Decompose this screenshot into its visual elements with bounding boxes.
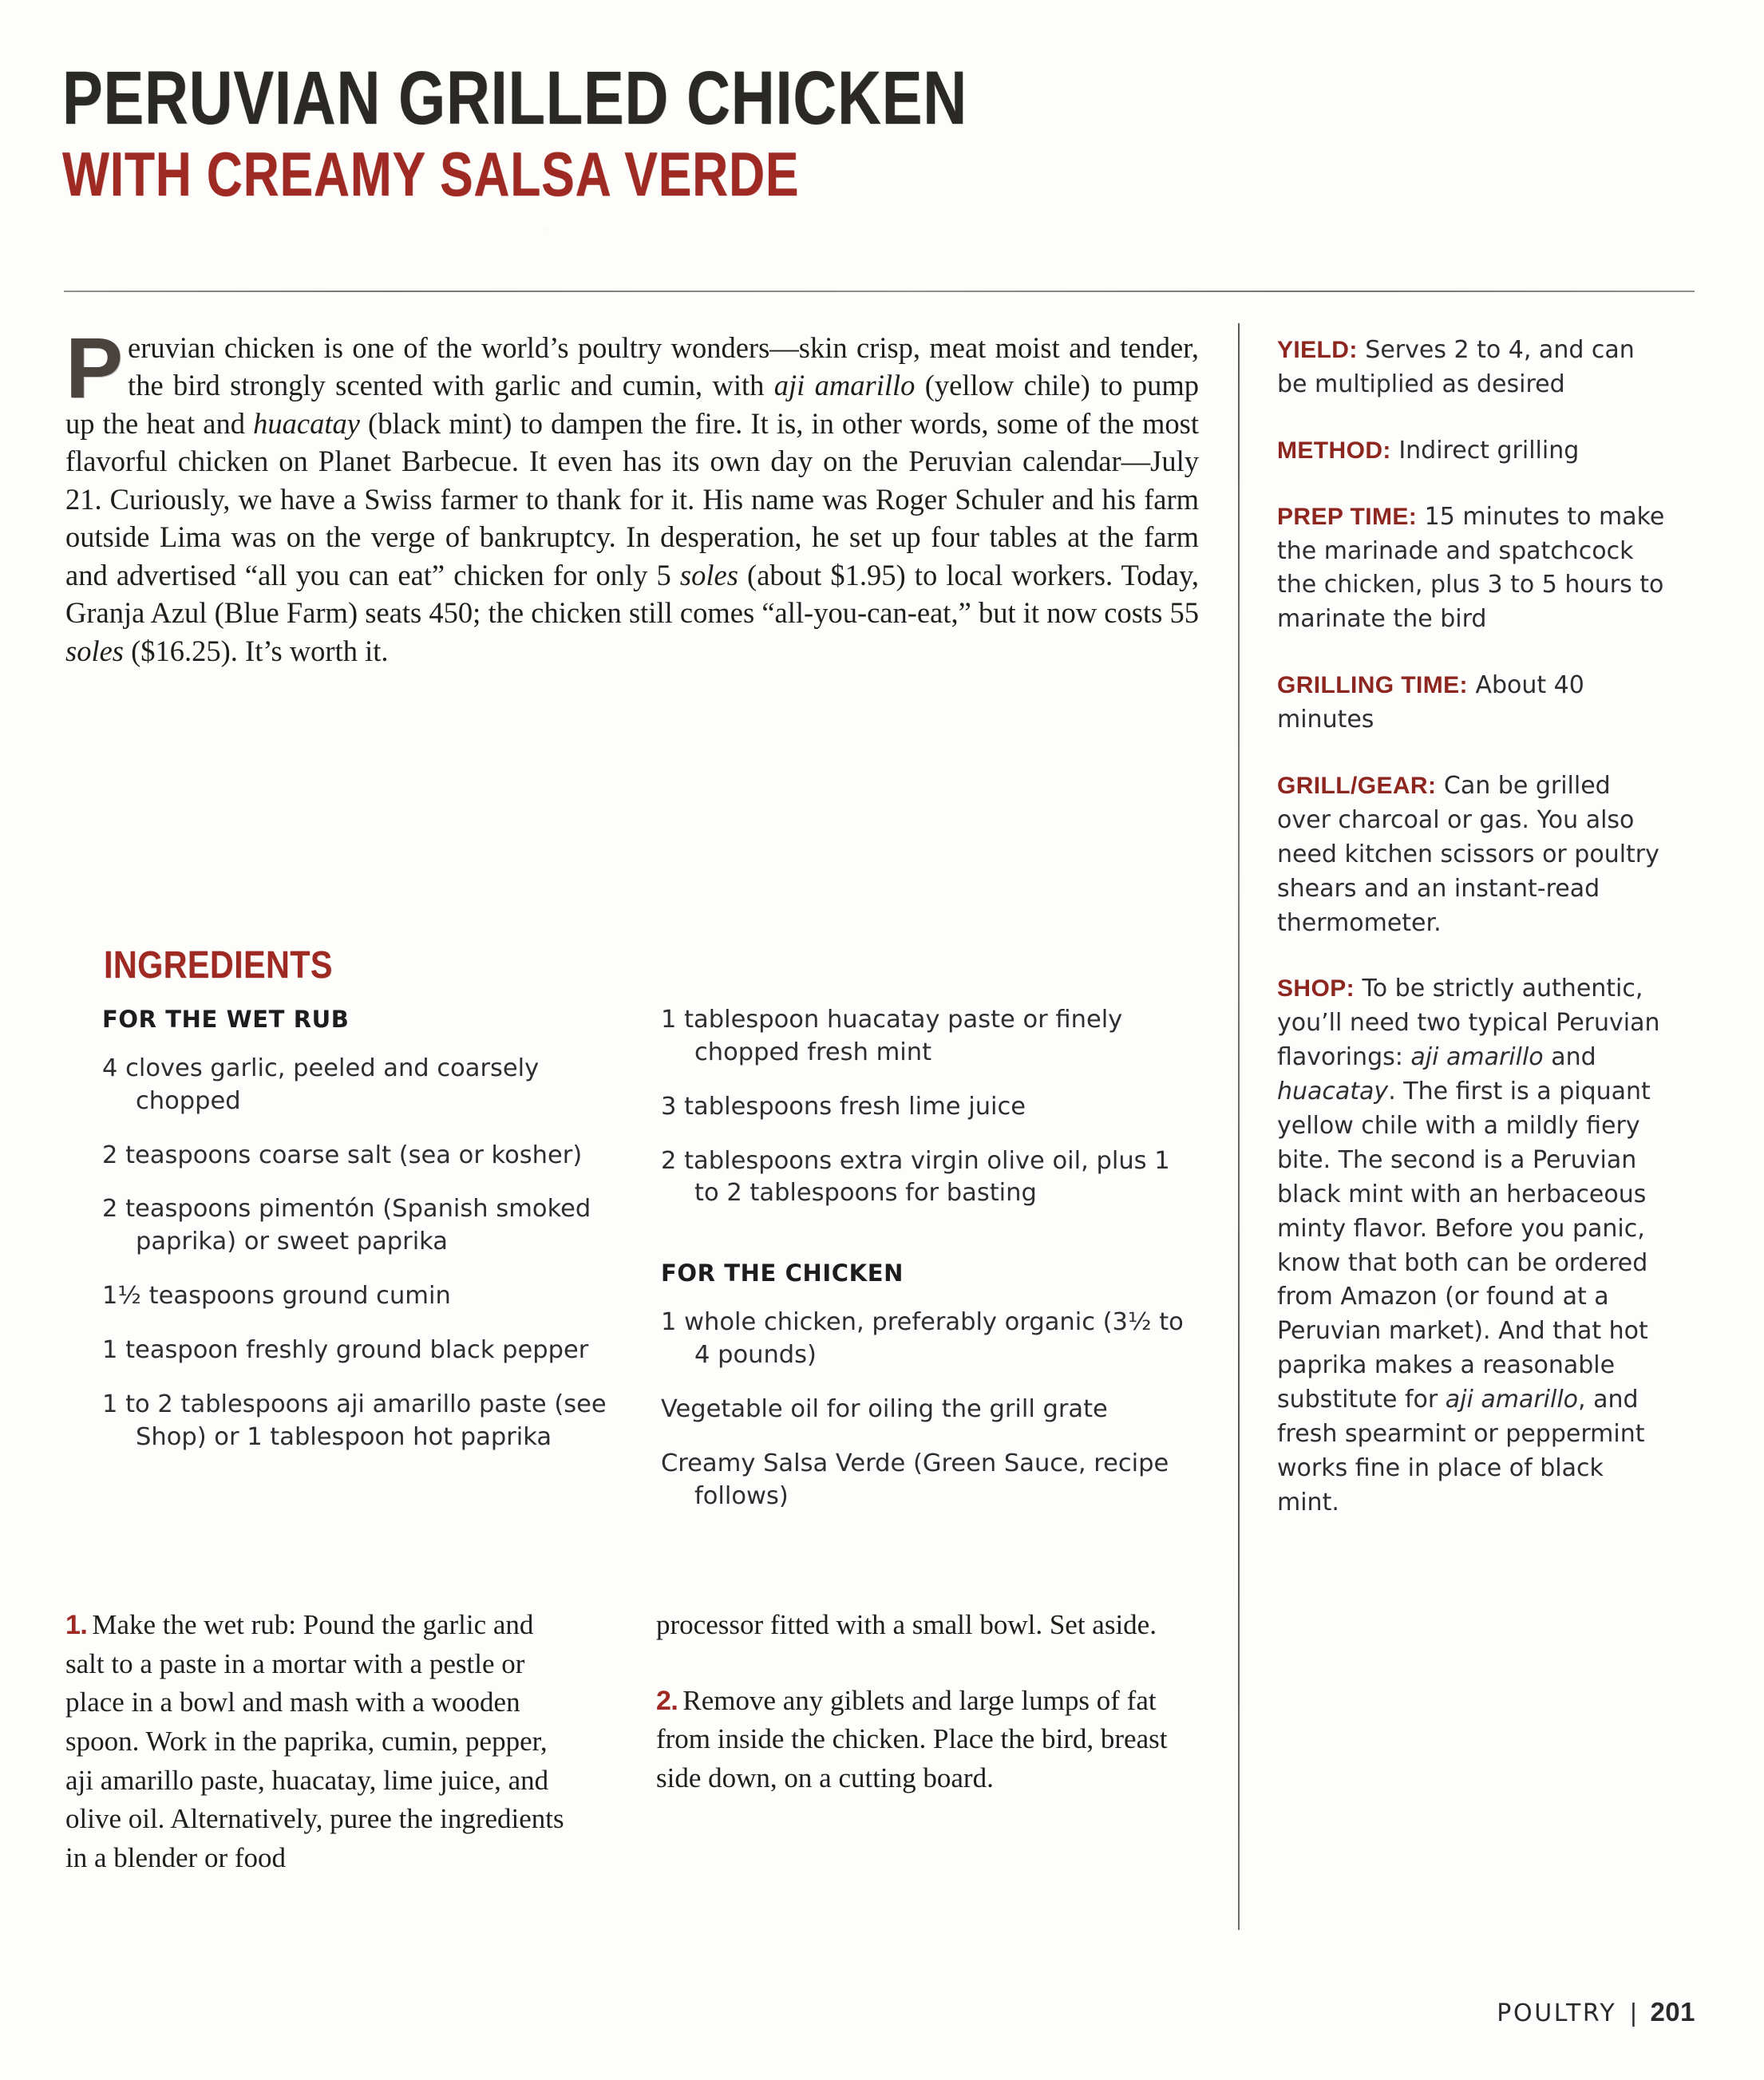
instruction-step [656,1606,1191,1645]
ingredient-item: 4 cloves garlic, peeled and coarsely chopped [102,1054,540,1115]
headnote-body: eruvian chicken is one of the world’s poultry wonders—skin crisp, meat moist and tender, the bird strongly scented with garlic and cumin, with aji amarillo (yellow chile) to pump up the heat and huacatay (black mint) to dampen the fire. It is, in other words, some of the most flavorful chicken on Planet Barbecue. It even has its own day on the Peruvian calendar—July 21. Curiously, we have a Swiss farmer to thank for it. His name was Roger Schuler and his farm outside Lima was on the verge of bankruptcy. In desperation, he set up four tables at the farm and advertised “all you can eat” chicken for only 5 soles (about $1.95) to local workers. Today, Granja Azul (Blue Farm) seats 450; the chicken still comes “all-you-can-eat,” but it now costs 55 soles ($16.25). It’s worth it. [65,331,1199,667]
ingredient-item: 3 tablespoons fresh lime juice [661,1092,1026,1121]
recipe-title-sub: WITH CREAMY SALSA VERDE [62,139,800,210]
ingredient-item: 1½ teaspoons ground cumin [102,1282,451,1311]
sidebar-entry-text: 15 minutes to make the marinade and spatchcock the chicken, plus 3 to 5 hours to marinate the bird [1277,502,1665,634]
sidebar-entry-text: Indirect grilling [1390,436,1580,465]
page-footer [1497,1997,1695,2027]
ingredient-item: Creamy Salsa Verde (Green Sauce, recipe follows) [661,1449,1169,1510]
ingredient-item: 1 to 2 tablespoons aji amarillo paste (see Shop) or 1 tablespoon hot paprika [102,1390,607,1451]
sidebar-entry [1277,434,1670,469]
instruction-step [656,1682,1191,1798]
recipe-info-sidebar [1277,334,1670,1520]
instructions-column-left [65,1606,576,1877]
step-text: Remove any giblets and large lumps of fat from inside the chicken. Place the bird, breast side down, on a cutting board. [656,1684,1168,1793]
sidebar-entry [1277,669,1670,737]
sidebar-entry [1277,972,1670,1520]
ingredient-item: 2 tablespoons extra virgin olive oil, plus 1 to 2 tablespoons for basting [661,1146,1170,1208]
sidebar-entry-text: To be strictly authentic, you’ll need two typical Peruvian flavorings: aji amarillo and huacatay. The first is a piquant yellow chile with a mildly fiery bite. The second is a Peruvian black mint with an herbaceous minty flavor. Before you panic, know that both can be ordered from Amazon (or found at a Peruvian market). And that hot paprika makes a reasonable substitute for aji amarillo, and fresh spearmint or peppermint works fine in place of black mint. [1277,975,1660,1517]
ingredient-item: 2 teaspoons pimentón (Spanish smoked paprika) or sweet paprika [102,1195,591,1256]
drop-cap: P [65,319,124,416]
sidebar-entry-label: SHOP: [1277,975,1355,1002]
footer-separator: | [1629,1999,1638,2027]
sidebar-entry-label: METHOD: [1277,437,1391,464]
step-list-right [656,1606,1191,1798]
sidebar-entry [1277,500,1670,638]
header-divider-rule [64,291,1695,292]
ingredient-item: 2 teaspoons coarse salt (sea or kosher) [102,1141,583,1169]
recipe-headnote [65,319,1199,670]
ingredient-item: Vegetable oil for oiling the grill grate [661,1394,1108,1423]
ingredient-item: 1 whole chicken, preferably organic (3½ to 4 pounds) [661,1308,1184,1370]
page-number: 201 [1650,1997,1695,2027]
ingredients-heading: INGREDIENTS [104,944,333,987]
ingredient-list-wet-rub [102,1053,613,1454]
step-text: Make the wet rub: Pound the garlic and salt to a paste in a mortar with a pestle or place in a bowl and mash with a wooden spoon. Work in the paprika, cumin, pepper, aji amarillo paste, huacatay, lime juice, and olive oil. Alternatively, puree the ingredients in a blender or food [65,1609,564,1873]
instruction-step [65,1606,576,1877]
step-list-left [65,1606,576,1877]
sidebar-entry [1277,769,1670,940]
step-text: processor fitted with a small bowl. Set aside. [656,1609,1157,1640]
step-number: 1. [65,1610,88,1640]
sidebar-entry-label: GRILL/GEAR: [1277,773,1437,800]
sidebar-entry-text: Serves 2 to 4, and can be multiplied as desired [1277,336,1635,398]
ingredient-list-chicken [661,1307,1188,1513]
sidebar-entry-text: Can be grilled over charcoal or gas. You also need kitchen scissors or poultry shears and an instant-read thermometer. [1277,772,1659,937]
ingredients-column-left [102,1004,613,1454]
sidebar-entry-label: PREP TIME: [1277,503,1418,530]
sidebar-item-list [1277,334,1670,1520]
ingredient-item: 1 tablespoon huacatay paste or finely chopped fresh mint [661,1006,1123,1066]
instructions-column-right [656,1606,1191,1798]
ingredients-column-right [661,1004,1188,1513]
sidebar-entry [1277,334,1670,402]
sidebar-entry-text: About 40 minutes [1277,671,1584,734]
footer-section-label: POULTRY [1497,1999,1617,2027]
sidebar-entry-label: GRILLING TIME: [1277,672,1468,699]
sidebar-entry-label: YIELD: [1277,337,1358,363]
page-title [62,56,1419,210]
ingredient-item: 1 teaspoon freshly ground black pepper [102,1336,589,1365]
column-divider-rule [1238,323,1240,1930]
recipe-title-main: PERUVIAN GRILLED CHICKEN [62,56,967,140]
step-number: 2. [656,1685,678,1716]
ingredients-subhead-chicken: FOR THE CHICKEN [661,1259,904,1287]
ingredients-subhead-wet-rub: FOR THE WET RUB [102,1006,350,1033]
ingredient-list-wet-rub-continued [661,1004,1188,1210]
